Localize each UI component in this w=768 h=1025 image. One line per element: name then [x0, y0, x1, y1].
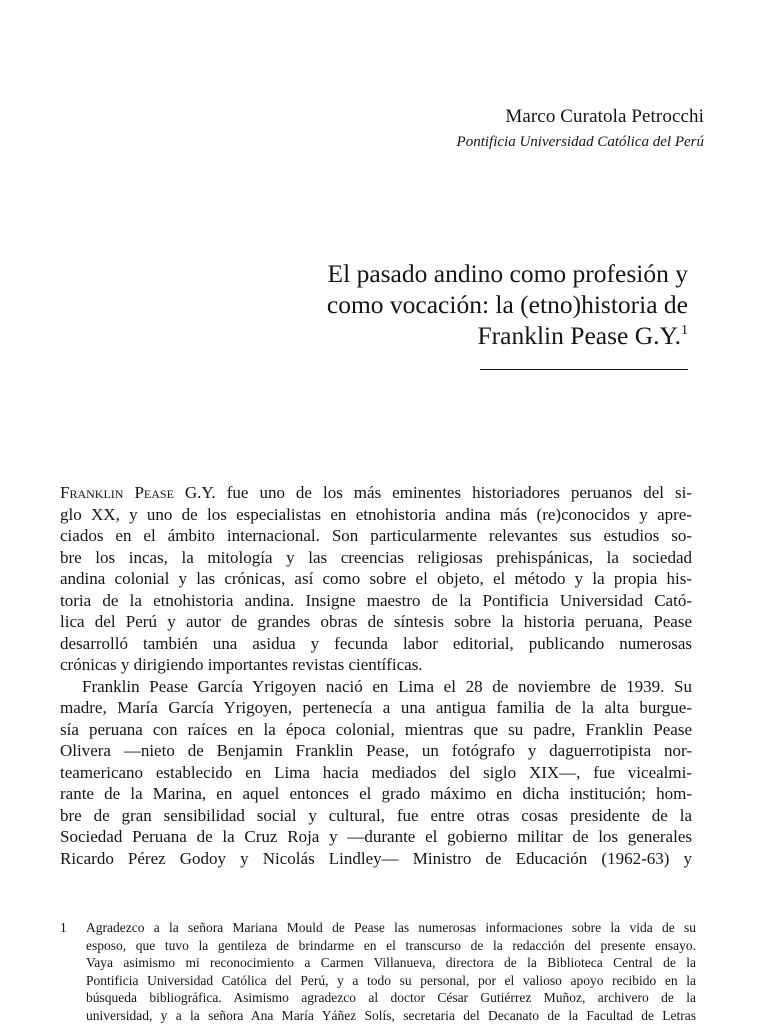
body-line: bre los incas, la mitología y las creencias religiosas prehispánicas, la sociedad [60, 547, 692, 567]
lead-small-caps: Franklin Pease [60, 483, 174, 502]
footnote-line: universidad, y a la señora Ana María Yáñez Solís, secretaria del Decanato de la Facultad de Letras [86, 1007, 696, 1023]
footnote-line: Agradezco a la señora Mariana Mould de Pease las numerosas informaciones sobre la vida de su [86, 920, 696, 935]
body-line: Ricardo Pérez Godoy y Nicolás Lindley— Ministro de Educación (1962-63) y [60, 848, 692, 868]
footnote [60, 919, 696, 1025]
title-line: como vocación: la (etno)historia de [326, 290, 688, 319]
author-block [457, 105, 704, 153]
title-divider [480, 369, 688, 370]
body-line: sía peruana con raíces en la época colonial, mientras que su padre, Franklin Pease [60, 719, 692, 739]
title-line [248, 320, 688, 351]
body-line: crónicas y dirigiendo importantes revistas científicas. [60, 655, 423, 674]
body-line: andina colonial y las crónicas, así como sobre el objeto, el método y la propia his- [60, 569, 692, 588]
body-line: Franklin Pease García Yrigoyen nació en Lima el 28 de noviembre de 1939. Su [82, 676, 692, 696]
body-line: Olivera —nieto de Benjamin Franklin Pease, un fotógrafo y daguerrotipista nor- [60, 741, 692, 760]
footnote-line: Vaya asimismo mi reconocimiento a Carmen Villanueva, directora de la Biblioteca Central de la [86, 955, 696, 971]
body-line: ciados en el ámbito internacional. Son particularmente relevantes sus estudios so- [60, 526, 692, 545]
body-line: teamericano establecido en Lima hacia mediados del siglo XIX—, fue vicealmi- [60, 762, 692, 782]
footnote-line: esposo, que tuvo la gentileza de brindarme en el transcurso de la redacción del presente ensayo. [86, 937, 696, 953]
body-line [60, 482, 692, 504]
title-line-text: Franklin Pease G.Y. [477, 321, 681, 350]
body-line: madre, María García Yrigoyen, pertenecía a una antigua familia de la alta burgue- [60, 698, 692, 717]
body-line: Sociedad Peruana de la Cruz Roja y —durante el gobierno militar de los generales [60, 827, 692, 846]
article-title [248, 258, 688, 351]
title-line: El pasado andino como profesión y [327, 259, 688, 288]
body-line: toria de la etnohistoria andina. Insigne maestro de la Pontificia Universidad Cató- [60, 590, 692, 610]
footnote-line: búsqueda bibliográfica. Asimismo agradezco al doctor César Gutiérrez Muñoz, archivero de la [86, 990, 696, 1006]
body-line: lica del Perú y autor de grandes obras de síntesis sobre la historia peruana, Pease [60, 612, 692, 631]
author-name: Marco Curatola Petrocchi [505, 106, 704, 127]
footnote-body [86, 919, 696, 1025]
body-line: bre de gran sensibilidad social y cultural, fue entre otras cosas presidente de la [60, 805, 692, 825]
title-footnote-marker: 1 [681, 323, 688, 338]
body-line: rante de la Marina, en aquel entonces el grado máximo en dicha institución; hom- [60, 784, 692, 803]
body-text [60, 482, 692, 869]
body-line: desarrolló también una asidua y fecunda labor editorial, publicando numerosas [60, 633, 692, 653]
author-affiliation: Pontificia Universidad Católica del Perú [456, 134, 704, 150]
footnote-marker: 1 [60, 920, 67, 935]
body-line-text: G.Y. fue uno de los más eminentes historiadores peruanos del si- [173, 483, 693, 502]
body-line: glo XX, y uno de los especialistas en etnohistoria andina más (re)conocidos y apre- [60, 504, 692, 524]
footnote-line: Pontificia Universidad Católica del Perú, y a todo su personal, por el valioso apoyo recibido en la [86, 972, 696, 988]
